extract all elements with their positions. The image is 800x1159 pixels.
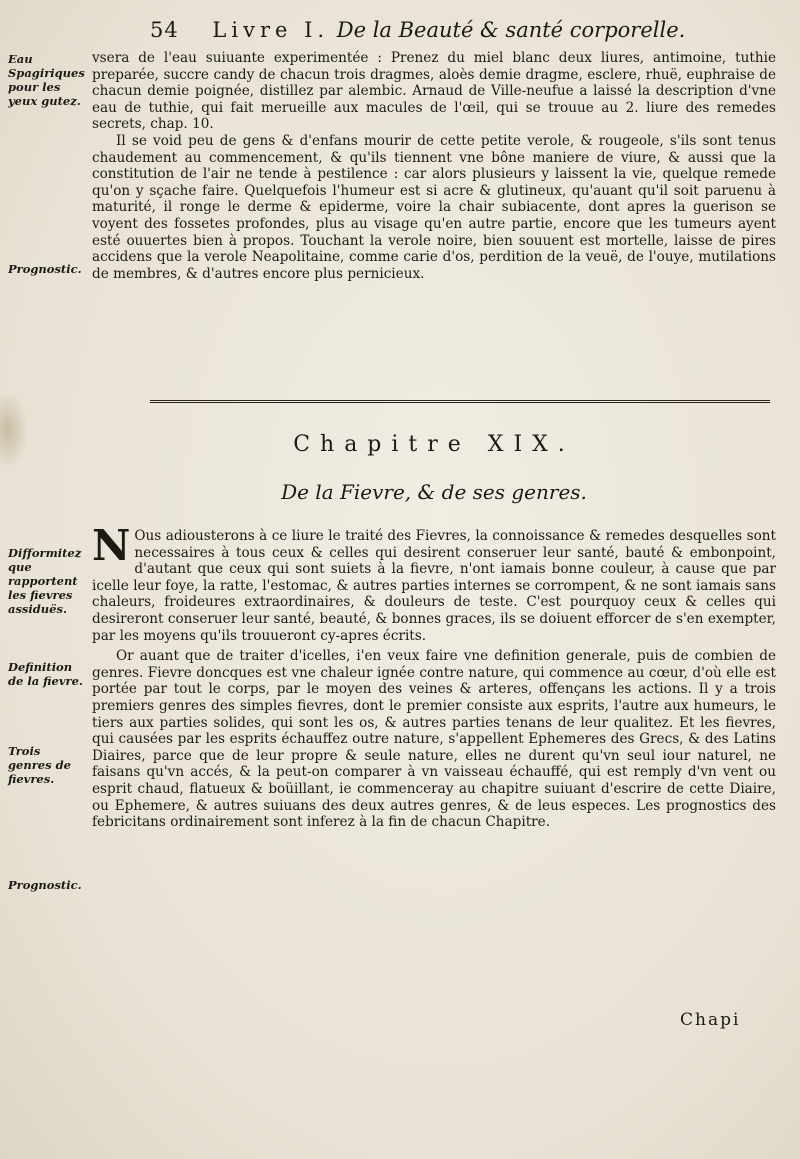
paragraph	[92, 521, 776, 644]
page-number: 54	[150, 18, 179, 42]
section-divider	[150, 400, 770, 403]
margin-note-eau: Eau Spagiriques pour les yeux gutez.	[8, 52, 85, 108]
running-title: De la Beauté & santé corporelle.	[336, 18, 686, 42]
margin-note-prognostic: Prognostic.	[8, 262, 82, 276]
chapter-text	[92, 521, 776, 831]
page-stain	[0, 395, 26, 465]
running-header	[150, 18, 770, 42]
book-label: Livre I.	[212, 18, 330, 42]
margin-note-prognostic-2: Prognostic.	[8, 878, 82, 892]
paragraph: Or auant que de traiter d'icelles, i'en veux faire vne definition generale, puis de combien de genres. Fievre doncques est vne chaleur ignée contre nature, qui commence au cœur, d'où elle est portée par tout le corps, par le moyen des veines & arteres, offençans les actions. Il y a trois premiers genres des simples fievres, dont le premier consiste aux esprits, l'autre aux humeurs, le tiers aux parties solides, qui sont les os, & autres parties tenans de leur qualitez. Et les fievres, qui causées par les esprits échauffez outre nature, s'appellent Ephemeres des Grecs, & des Latins Diaires, parce que de leur propre & seule nature, elles ne durent qu'vn seul iour naturel, ne faisans qu'vn accés, & la peut-on comparer à vn vaisseau échauffé, qui est remply d'vn vent ou esprit chaud, flatueux & boüillant, ie commenceray au chapitre suiuant d'escrire de cette Diaire, ou Ephemere, & autres suiuans des deux autres genres, & de leus especes. Les prognostics des febricitans ordinairement sont inferez à la fin de chacun Chapitre.	[92, 648, 776, 831]
margin-note-definition: Definition de la fievre.	[8, 660, 83, 688]
paragraph-text: Ous adiousterons à ce liure le traité des Fievres, la connoissance & remedes desquelles sont necessaires à tous ceux & celles qui desirent conseruer leur santé, bauté & embonpoint, d'autant que ceux qui sont suiets à la fievre, n'ont iamais bonne couleur, à cause que par icelle leur foye, la ratte, l'estomac, & autres parties internes se corrompent, & ne sont iamais sans chaleurs, froideures extraordinaires, & douleurs de teste. C'est pourquoy ceux & celles qui desireront conseruer leur santé, beauté, & bonnes graces, ils se doiuent efforcer de s'en exempter, par les moyens qu'ils trouueront cy-apres écrits.	[92, 528, 776, 644]
catchword: Chapi	[680, 1010, 741, 1030]
margin-note-genres: Trois genres de fievres.	[8, 744, 71, 786]
margin-note-difformitez: Difformitez que rapportent les fievres assiduës.	[8, 546, 82, 616]
chapter-subtitle: De la Fievre, & de ses genres.	[281, 480, 587, 504]
paragraph: vsera de l'eau suiuante experimentée : Prenez du miel blanc deux liures, antimoine, tuthie preparée, succre candy de chacun trois dragmes, aloès demie dragme, esclere, rhuë, euphraise de chacun demie poignée, distillez par alembic. Arnaud de Ville-neufue a laissé la description d'vne eau de tuthie, qui fait merueille aux macules de l'œil, qui se trouue au 2. liure des remedes secrets, chap. 10.	[92, 50, 776, 133]
paragraph: Il se void peu de gens & d'enfans mourir de cette petite verole, & rougeole, s'ils sont tenus chaudement au commencement, & qu'ils tiennent vne bône maniere de viure, & aussi que la constitution de l'air ne tende à pestilence : car alors plusieurs y laissent la vie, quelque remede qu'on y sçache faire. Quelquefois l'humeur est si acre & glutineux, qu'auant qu'il soit paruenu à maturité, il ronge le derme & epiderme, voire la chair subiacente, dont apres la guerison se voyent des fossetes profondes, plus au visage qu'en autre partie, encore que les tumeurs ayent esté ouuertes bien à propos. Touchant la verole noire, bien souuent est mortelle, laisse de pires accidens que la verole Neapolitaine, comme carie d'os, perdition de la veuë, de l'ouye, mutilations de membres, & d'autres encore plus pernicieux.	[92, 132, 776, 282]
drop-cap: N	[92, 521, 131, 570]
top-text	[92, 50, 776, 282]
chapter-heading: Chapitre XIX.	[293, 432, 575, 457]
